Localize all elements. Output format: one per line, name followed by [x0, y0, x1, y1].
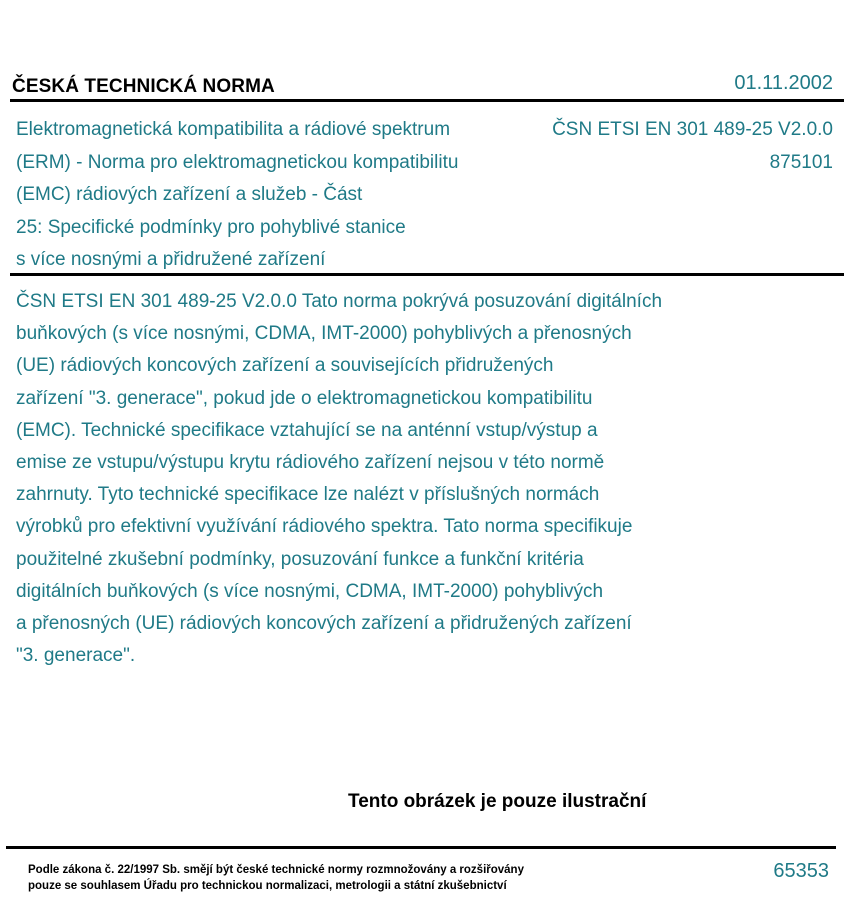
illustration-note: Tento obrázek je pouze ilustrační [348, 791, 647, 812]
catalog-number: 65353 [773, 860, 829, 882]
norm-title-line: (ERM) - Norma pro elektromagnetickou kompatibilitu [16, 151, 459, 173]
norm-title-line: (EMC) rádiových zařízení a služeb - Část [16, 184, 363, 206]
abstract-line: (EMC). Technické specifikace vztahující se na anténní vstup/výstup a [16, 419, 598, 441]
publication-date: 01.11.2002 [734, 72, 833, 94]
legal-notice [28, 862, 524, 894]
abstract-line: (UE) rádiových koncových zařízení a souvisejících přidružených [16, 355, 554, 377]
norm-title-line: 25: Specifické podmínky pro pohyblivé stanice [16, 216, 406, 238]
abstract-line: ČSN ETSI EN 301 489-25 V2.0.0 Tato norma pokrývá posuzování digitálních [16, 291, 663, 312]
abstract-line: emise ze vstupu/výstupu krytu rádiového zařízení nejsou v této normě [16, 452, 605, 474]
title-divider [10, 273, 844, 276]
document-type-title: ČESKÁ TECHNICKÁ NORMA [12, 76, 275, 97]
abstract-line: digitálních buňkových (s více nosnými, CDMA, IMT-2000) pohyblivých [16, 580, 604, 602]
norm-title-line: s více nosnými a přidružené zařízení [16, 249, 326, 271]
norm-title [16, 114, 526, 277]
abstract-line: použitelné zkušební podmínky, posuzování funkce a funkční kritéria [16, 548, 584, 570]
norm-code: ČSN ETSI EN 301 489-25 V2.0.0 [552, 119, 833, 140]
abstract [16, 286, 836, 672]
abstract-line: buňkových (s více nosnými, CDMA, IMT-2000) pohyblivých a přenosných [16, 323, 632, 345]
abstract-line: zahrnuty. Tyto technické specifikace lze nalézt v příslušných normách [16, 484, 600, 506]
header-divider [10, 99, 844, 102]
abstract-line: "3. generace". [16, 645, 136, 667]
legal-notice-line: pouze se souhlasem Úřadu pro technickou normalizaci, metrologii a státní zkušebnictví [28, 880, 507, 892]
norm-title-line: Elektromagnetická kompatibilita a rádiové spektrum [16, 119, 451, 140]
footer-divider [6, 846, 836, 849]
legal-notice-line: Podle zákona č. 22/1997 Sb. smějí být české technické normy rozmnožovány a rozšiřovány [28, 864, 524, 876]
abstract-line: výrobků pro efektivní využívání rádiového spektra. Tato norma specifikuje [16, 516, 633, 538]
norm-identifier [552, 114, 833, 179]
abstract-line: a přenosných (UE) rádiových koncových zařízení a přidružených zařízení [16, 613, 632, 635]
classification-number: 875101 [769, 151, 833, 173]
abstract-line: zařízení "3. generace", pokud jde o elektromagnetickou kompatibilitu [16, 387, 593, 409]
